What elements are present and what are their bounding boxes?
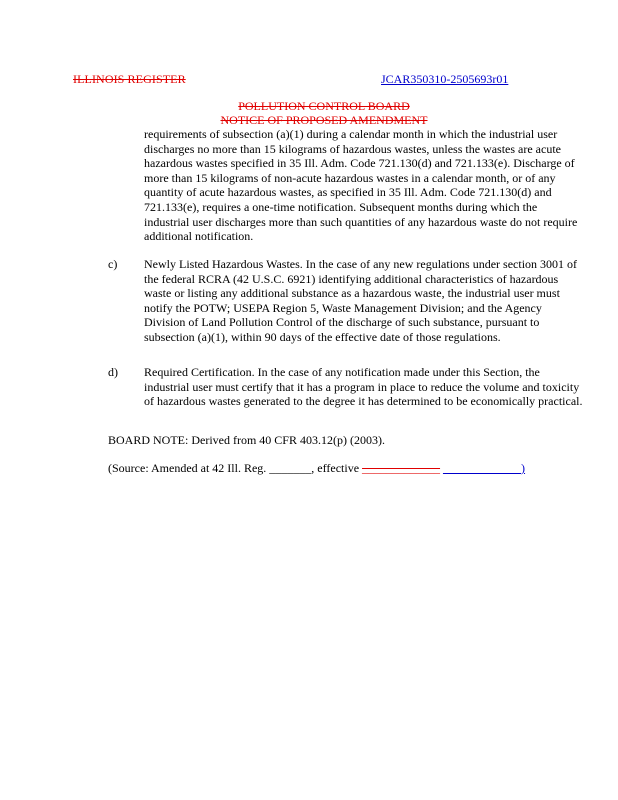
subsection-d-body xyxy=(144,365,584,409)
source-deleted-blank: _____________ xyxy=(362,461,441,475)
source-inserted-blank: _____________ xyxy=(443,461,522,475)
register-header: ILLINOIS REGISTER xyxy=(73,72,186,86)
continued-paragraph: requirements of subsection (a)(1) during a calendar month in which the industrial user discharges no more than 15 kilograms of hazardous wastes, unless the wastes are acute hazardous wastes specified in 35 Ill. Adm. Code 721.130(d) and 721.133(e). Discharge of more than 15 kilograms of non-acute hazardous wastes in a calendar month, or of any quantity of acute hazardous wastes, as specified in 35 Ill. Adm. Code 721.130(d) and 721.133(e), requires a one-time notification. Subsequent months during which the industrial user discharges more than such quantities of any hazardous waste do not require additional notification. xyxy=(144,127,578,244)
subsection-d-text: In the case of any notification made under this Section, the industrial user must certify that it has a program in place to reduce the volume and toxicity of hazardous wastes generated to the degree it has determined to be economically practical. xyxy=(144,365,583,409)
source-prefix: (Source: Amended at 42 Ill. Reg. _______, effective xyxy=(108,461,360,475)
subsection-c-heading: Newly Listed Hazardous Wastes. xyxy=(144,257,303,271)
subsection-d-heading: Required Certification. xyxy=(144,365,255,379)
subsection-c-text: In the case of any new regulations under section 3001 of the federal RCRA (42 U.S.C. 6921) identifying additional characteristics of hazardous waste or listing any additional substance as a hazardous waste, the industrial user must notify the POTW; USEPA Region 5, Waste Management Division; and the Agency Division of Land Pollution Control of the discharge of such substance, pursuant to subsection (a)(1), within 90 days of the effective date of those regulations. xyxy=(144,257,578,344)
jcar-identifier: JCAR350310-2505693r01 xyxy=(381,72,509,86)
subsection-d-label: d) xyxy=(108,365,118,379)
agency-title: POLLUTION CONTROL BOARD xyxy=(238,99,410,113)
source-note xyxy=(108,461,525,476)
source-suffix: ) xyxy=(521,461,526,475)
subsection-c-label: c) xyxy=(108,257,118,271)
board-note: BOARD NOTE: Derived from 40 CFR 403.12(p) (2003). xyxy=(108,433,385,447)
subsection-c-body xyxy=(144,257,584,345)
notice-title: NOTICE OF PROPOSED AMENDMENT xyxy=(220,113,428,127)
